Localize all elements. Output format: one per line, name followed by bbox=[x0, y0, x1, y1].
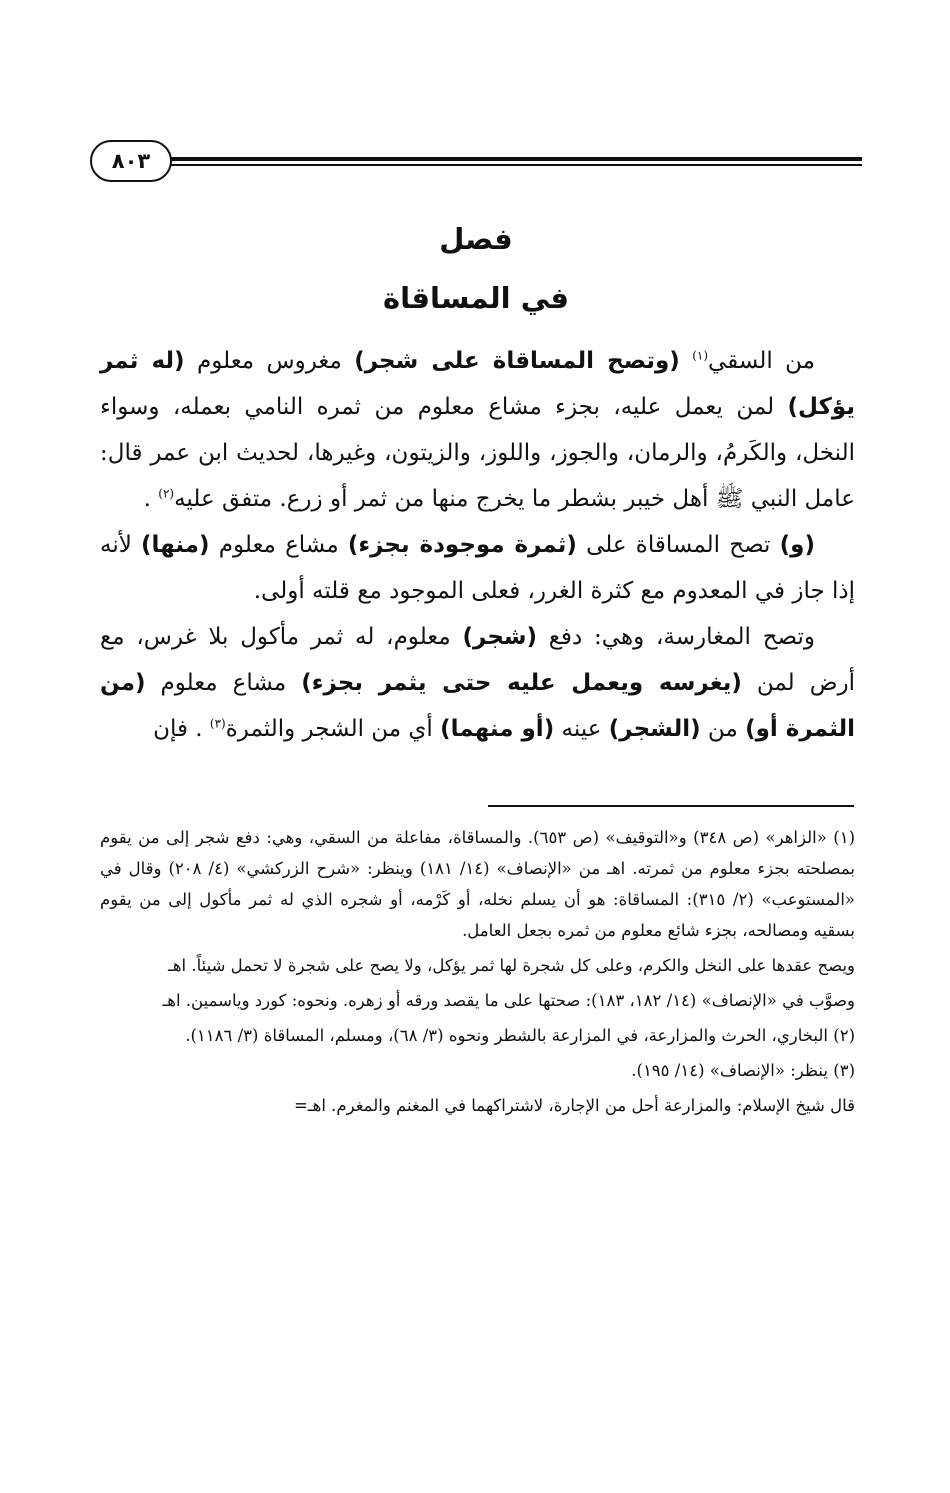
matn-text: (الشجر) bbox=[608, 716, 701, 742]
commentary-text: وتصح المغارسة، وهي: دفع bbox=[537, 624, 815, 650]
paragraph-3 bbox=[100, 614, 855, 752]
footnote-1-continued: ويصح عقدها على النخل والكرم، وعلى كل شجرة لها ثمر يؤكل، ولا يصح على شجرة لا تحمل شيئاً. اهـ bbox=[167, 956, 855, 975]
main-text bbox=[100, 338, 855, 752]
commentary-text: مشاع معلوم bbox=[209, 532, 348, 558]
matn-text: (وتصح المساقاة على شجر) bbox=[354, 348, 680, 374]
commentary-text bbox=[680, 348, 692, 374]
paragraph-1 bbox=[100, 338, 855, 522]
footnote-1: (١) «الزاهر» (ص ٣٤٨) و«التوقيف» (ص ٦٥٣). والمساقاة، مفاعلة من السقي، وهي: دفع شجر إلى من يقوم بمصلحته بجزء معلوم من ثمرته. اهـ من «الإنصاف» (١٤/ ١٨١) وينظر: «شرح الزركشي» (٤/ ٢٠٨) وقال في «المستوعب» (٢/ ٣١٥): المساقاة: هو أن يسلم نخله، أو كَرْمه، أو شجره الذي له ثمر مأكول إلى من يقوم بسقيه ومصالحه، بجزء شائع معلوم من ثمره بجعل العامل. bbox=[100, 828, 856, 940]
matn-text: (ثمرة موجودة بجزء) bbox=[347, 532, 577, 558]
footnote-marker: (٢) bbox=[158, 486, 175, 501]
commentary-text: معلوم، له ثمر مأكول بلا غرس، مع أرض لمن bbox=[100, 624, 856, 696]
footnote-separator bbox=[488, 805, 854, 807]
header-rule-thin bbox=[150, 164, 862, 166]
footnotes bbox=[100, 822, 855, 1125]
commentary-text: مشاع معلوم bbox=[145, 670, 302, 696]
matn-text: (شجر) bbox=[462, 624, 538, 650]
commentary-text: مغروس معلوم bbox=[184, 348, 355, 374]
paragraph-2 bbox=[100, 522, 855, 614]
subject-heading: في المساقاة bbox=[382, 281, 570, 315]
footnote-3: (٣) ينظر: «الإنصاف» (١٤/ ١٩٥). bbox=[631, 1061, 855, 1080]
commentary-text: من السقي bbox=[708, 348, 815, 374]
commentary-text: . bbox=[143, 486, 159, 512]
footnote-1-continued-2: وصوَّب في «الإنصاف» (١٤/ ١٨٢، ١٨٣): صحتها على ما يقصد ورقه أو زهره. ونحوه: كورد وياسمين. اهـ bbox=[162, 991, 855, 1010]
matn-text: (أو منهما) bbox=[440, 716, 555, 742]
footnote-marker: (١) bbox=[692, 348, 709, 363]
matn-text: (من الثمرة أو) bbox=[100, 670, 855, 742]
commentary-text: أي من الشجر والثمرة bbox=[225, 716, 441, 742]
commentary-text: لمن يعمل عليه، بجزء مشاع معلوم من ثمره النامي بعمله، وسواء النخل، والكَرمُ، والرمان، والجوز، واللوز، والزيتون، وغيرها، لحديث ابن عمر قال: عامل النبي ﷺ أهل خيبر بشطر ما يخرج منها من ثمر أو زرع. متفق عليه bbox=[100, 394, 855, 512]
commentary-text: عينه bbox=[554, 716, 609, 742]
commentary-text: من bbox=[700, 716, 746, 742]
matn-text: (يغرسه ويعمل عليه حتى يثمر بجزء) bbox=[301, 670, 742, 696]
section-heading: فصل bbox=[439, 222, 513, 256]
matn-text: (له ثمر يؤكل) bbox=[100, 348, 855, 420]
page-header bbox=[90, 140, 862, 184]
header-rule-thick bbox=[150, 157, 862, 161]
footnote-2: (٢) البخاري، الحرث والمزارعة، في المزارعة بالشطر ونحوه (٣/ ٦٨)، ومسلم، المساقاة (٣/ ١١٨٦). bbox=[185, 1026, 855, 1045]
commentary-text: تصح المساقاة على bbox=[576, 532, 780, 558]
commentary-text: . فإن bbox=[153, 716, 210, 742]
footnote-3-continued: قال شيخ الإسلام: والمزارعة أحل من الإجارة، لاشتراكهما في المغنم والمغرم. اهـ= bbox=[293, 1096, 855, 1115]
page-number: ٨٠٣ bbox=[90, 140, 172, 182]
matn-text: (منها) bbox=[141, 532, 210, 558]
matn-text: (و) bbox=[779, 532, 815, 558]
commentary-text: لأنه إذا جاز في المعدوم مع كثرة الغرر، فعلى الموجود مع قلته أولى. bbox=[100, 532, 855, 604]
footnote-marker: (٣) bbox=[209, 716, 226, 731]
